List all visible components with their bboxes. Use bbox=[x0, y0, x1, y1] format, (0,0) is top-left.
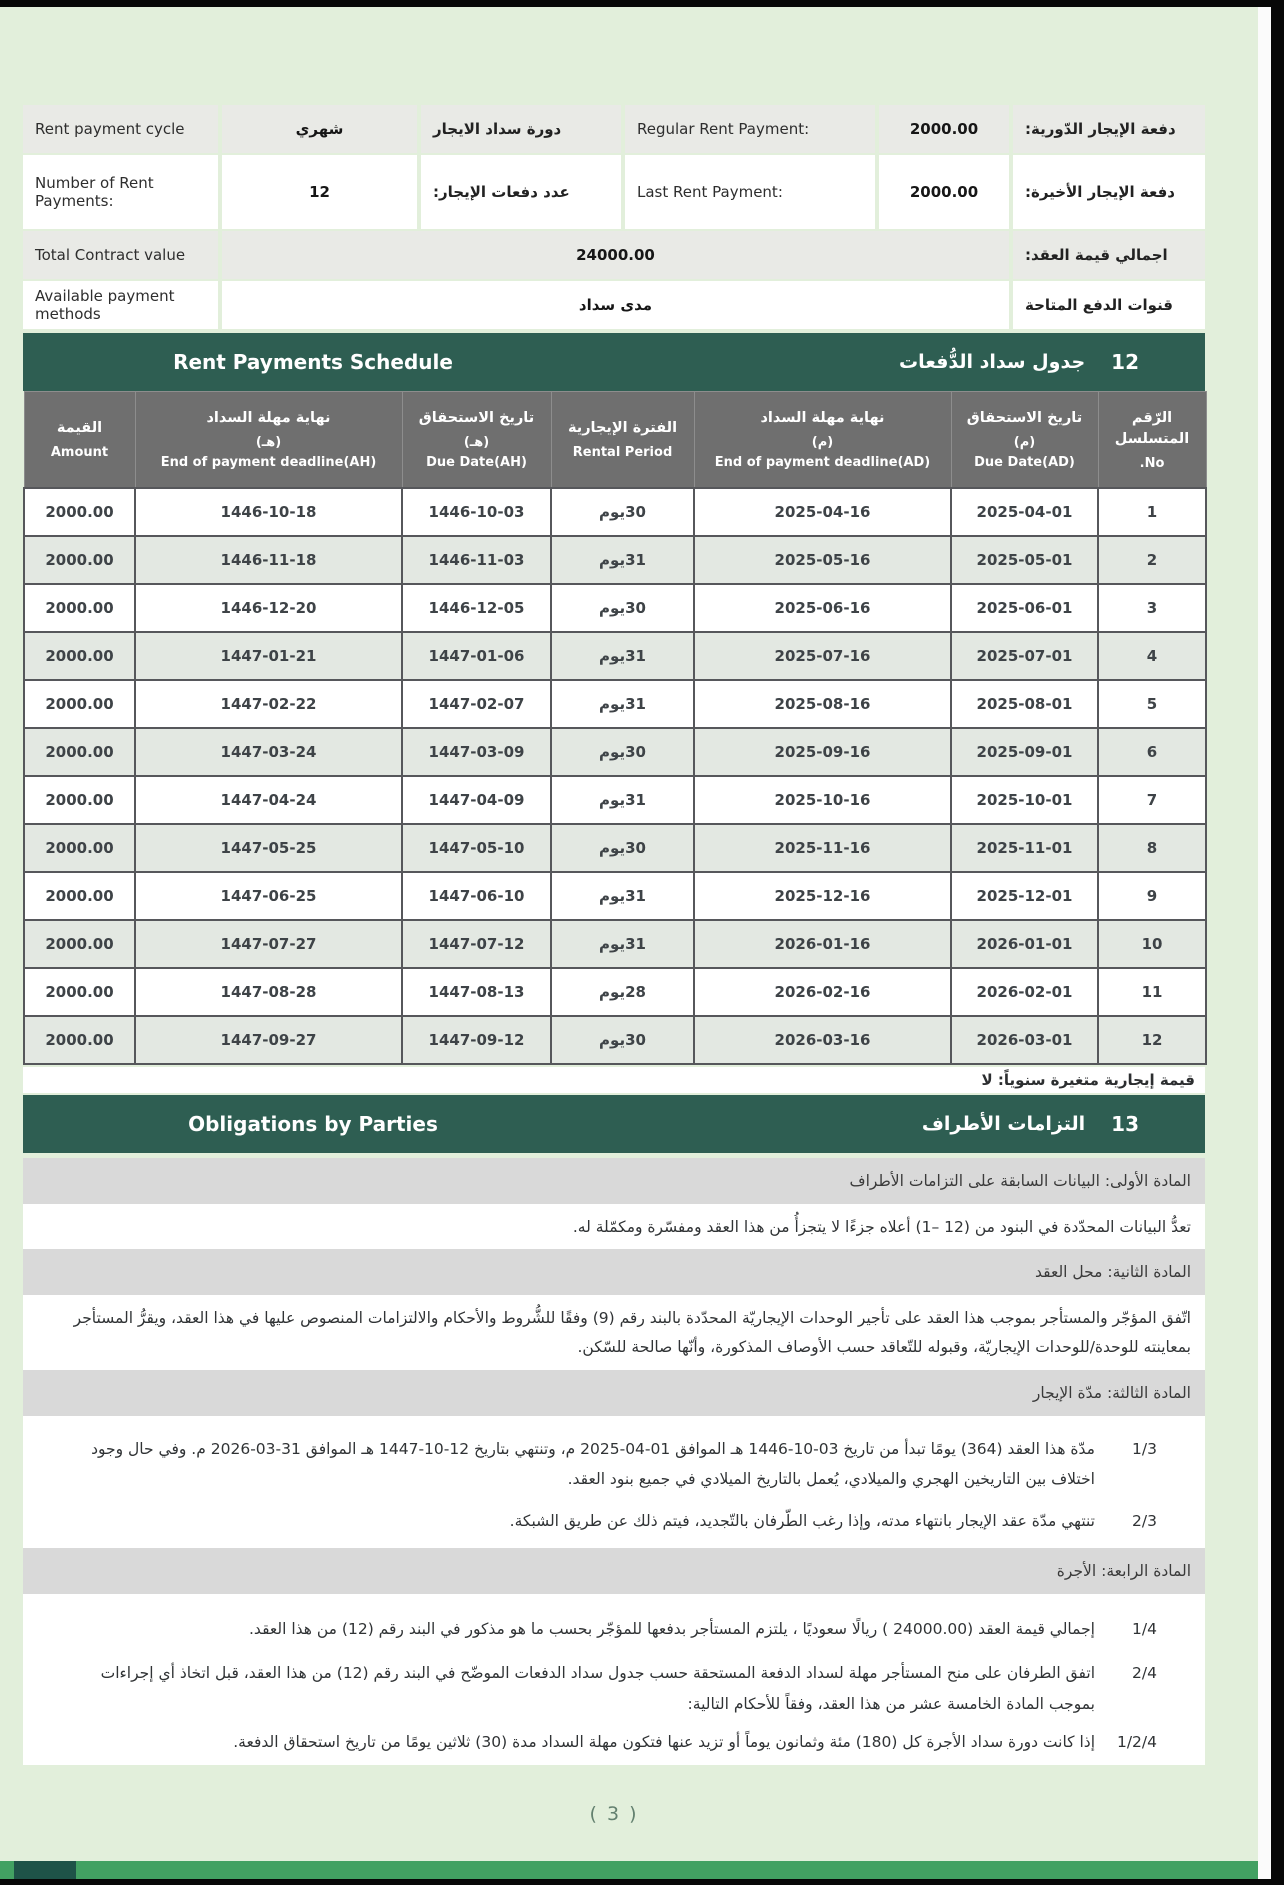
table-cell: 30يوم bbox=[551, 488, 694, 536]
info-label: Rent payment cycle bbox=[23, 105, 218, 153]
info-label: Last Rent Payment: bbox=[625, 155, 875, 229]
table-cell: 2025-08-16 bbox=[694, 680, 951, 728]
table-cell: 1447-07-12 bbox=[402, 920, 551, 968]
table-cell: 1447-08-28 bbox=[135, 968, 402, 1016]
table-cell: 1446-10-18 bbox=[135, 488, 402, 536]
table-cell: 1446-12-05 bbox=[402, 584, 551, 632]
table-cell: 2025-05-01 bbox=[951, 536, 1098, 584]
table-cell: 2025-11-16 bbox=[694, 824, 951, 872]
table-cell: 2025-09-16 bbox=[694, 728, 951, 776]
table-cell: 1447-09-27 bbox=[135, 1016, 402, 1064]
table-cell: 31يوم bbox=[551, 632, 694, 680]
article-title-band: المادة الثالثة: مدّة الإيجار bbox=[23, 1370, 1205, 1416]
table-cell: 30يوم bbox=[551, 728, 694, 776]
table-cell: 2000.00 bbox=[24, 968, 135, 1016]
table-cell: 1447-05-25 bbox=[135, 824, 402, 872]
table-cell: 1446-11-03 bbox=[402, 536, 551, 584]
table-row bbox=[24, 728, 1206, 776]
clause-number: 1/2/4 bbox=[1116, 1732, 1157, 1751]
info-value: 2000.00 bbox=[879, 155, 1009, 229]
info-label: Number of Rent Payments: bbox=[23, 155, 218, 229]
info-value: 2000.00 bbox=[879, 105, 1009, 153]
column-header: تاريخ الاستحقاق (م) Due Date(AD) bbox=[951, 392, 1098, 488]
scrollbar[interactable] bbox=[1258, 0, 1271, 1885]
table-cell: 2025-11-01 bbox=[951, 824, 1098, 872]
section-title-ar: التزامات الأطراف bbox=[921, 1112, 1086, 1135]
clause-text: إجمالي قيمة العقد (24000.00 ) ريالًا سعوديًا ، يلتزم المستأجر بدفعها للمؤجّر بحسب ما هو مذكور في البند رقم (12) من هذا العقد. bbox=[249, 1620, 1095, 1639]
table-header-row bbox=[24, 392, 1206, 488]
table-cell: 2025-06-01 bbox=[951, 584, 1098, 632]
table-cell: 2000.00 bbox=[24, 872, 135, 920]
table-cell: 28يوم bbox=[551, 968, 694, 1016]
table-cell: 2025-06-16 bbox=[694, 584, 951, 632]
info-table bbox=[23, 105, 1205, 329]
column-header: تاريخ الاستحقاق (هـ) Due Date(AH) bbox=[402, 392, 551, 488]
table-cell: 2 bbox=[1098, 536, 1206, 584]
table-cell: 4 bbox=[1098, 632, 1206, 680]
table-cell: 2000.00 bbox=[24, 584, 135, 632]
page-number: ( 3 ) bbox=[589, 1803, 639, 1826]
table-cell: 2026-02-16 bbox=[694, 968, 951, 1016]
table-row bbox=[24, 776, 1206, 824]
table-cell: 1447-08-13 bbox=[402, 968, 551, 1016]
clause-number: 1/4 bbox=[1132, 1620, 1157, 1639]
table-cell: 2025-09-01 bbox=[951, 728, 1098, 776]
table-cell: 2025-12-16 bbox=[694, 872, 951, 920]
table-cell: 2026-01-01 bbox=[951, 920, 1098, 968]
variable-rent-note: قيمة إيجارية متغيرة سنوياً: لا bbox=[23, 1067, 1205, 1093]
table-cell: 1446-12-20 bbox=[135, 584, 402, 632]
table-cell: 1447-01-21 bbox=[135, 632, 402, 680]
table-cell: 2000.00 bbox=[24, 920, 135, 968]
table-cell: 8 bbox=[1098, 824, 1206, 872]
table-cell: 2026-03-01 bbox=[951, 1016, 1098, 1064]
info-value: شهري bbox=[222, 105, 417, 153]
table-cell: 2025-05-16 bbox=[694, 536, 951, 584]
info-label: Available payment methods bbox=[23, 281, 218, 329]
article-paragraph: تعدُّ البيانات المحدّدة في البنود من ⁦(1– 12)⁩ أعلاه جزءًا لا يتجزأُ من هذا العقد ومفسّرة ومكمّلة له. bbox=[572, 1217, 1191, 1236]
table-row bbox=[24, 536, 1206, 584]
table-cell: 31يوم bbox=[551, 920, 694, 968]
table-cell: 2000.00 bbox=[24, 728, 135, 776]
info-label: اجمالي قيمة العقد: bbox=[1013, 231, 1205, 279]
table-cell: 11 bbox=[1098, 968, 1206, 1016]
article-paragraph: اتّفق المؤجّر والمستأجر بموجب هذا العقد على تأجير الوحدات الإيجاريّة المحدّدة بالبند رقم (9) وفقًا للشُّروط والأحكام والالتزامات المنصوص عليها في هذا العقد، ويقرُّ المستأجر بمعاينته للوحدة/للوحدات الإيجاريّة، وقبوله للتّعاقد حسب الأوصاف المذكورة، وأنّها صالحة للسّكن. bbox=[73, 1309, 1191, 1356]
table-cell: 1 bbox=[1098, 488, 1206, 536]
table-row bbox=[24, 680, 1206, 728]
info-label: عدد دفعات الإيجار: bbox=[421, 155, 621, 229]
table-cell: 2025-08-01 bbox=[951, 680, 1098, 728]
table-cell: 2000.00 bbox=[24, 1016, 135, 1064]
table-cell: 10 bbox=[1098, 920, 1206, 968]
table-cell: 2026-01-16 bbox=[694, 920, 951, 968]
section-header-rent-schedule bbox=[23, 333, 1205, 391]
info-label: دفعة الإيجار الأخيرة: bbox=[1013, 155, 1205, 229]
info-value: 12 bbox=[222, 155, 417, 229]
window-top-edge bbox=[0, 0, 1284, 7]
clause-number: 1/3 bbox=[1132, 1439, 1157, 1458]
clause-text: اتفق الطرفان على منح المستأجر مهلة لسداد الدفعة المستحقة حسب جدول سداد الدفعات الموضّح في البند رقم (12) من هذا العقد، قبل اتخاذ أي إجراءات بموجب المادة الخامسة عشر من هذا العقد، وفقاً للأحكام التالية: bbox=[100, 1664, 1095, 1713]
column-header: القيمة Amount bbox=[24, 392, 135, 488]
clause-number: 2/4 bbox=[1132, 1664, 1157, 1683]
rent-payments-table bbox=[23, 391, 1207, 1065]
column-header: الفترة الإيجارية Rental Period bbox=[551, 392, 694, 488]
table-cell: 1447-04-24 bbox=[135, 776, 402, 824]
table-cell: 2000.00 bbox=[24, 536, 135, 584]
article-clause bbox=[23, 1727, 1205, 1757]
article-title-band: المادة الأولى: البيانات السابقة على التزامات الأطراف bbox=[23, 1158, 1205, 1204]
info-label: دورة سداد الايجار bbox=[421, 105, 621, 153]
table-row bbox=[24, 872, 1206, 920]
table-row bbox=[24, 920, 1206, 968]
section-title-en: Rent Payments Schedule bbox=[173, 350, 453, 374]
article-clause bbox=[23, 1434, 1205, 1494]
table-cell: 2000.00 bbox=[24, 632, 135, 680]
table-cell: 2026-02-01 bbox=[951, 968, 1098, 1016]
table-cell: 30يوم bbox=[551, 584, 694, 632]
table-cell: 2000.00 bbox=[24, 680, 135, 728]
section-title-en: Obligations by Parties bbox=[188, 1111, 438, 1136]
column-header: نهاية مهلة السداد (م) End of payment deadline(AD) bbox=[694, 392, 951, 488]
table-cell: 31يوم bbox=[551, 872, 694, 920]
table-cell: 2000.00 bbox=[24, 488, 135, 536]
table-cell: 7 bbox=[1098, 776, 1206, 824]
table-row bbox=[24, 632, 1206, 680]
table-cell: 1447-05-10 bbox=[402, 824, 551, 872]
table-cell: 1447-06-25 bbox=[135, 872, 402, 920]
info-label: دفعة الإيجار الدّورية: bbox=[1013, 105, 1205, 153]
table-cell: 31يوم bbox=[551, 680, 694, 728]
article-clause bbox=[23, 1614, 1205, 1644]
table-cell: 1447-06-10 bbox=[402, 872, 551, 920]
table-row bbox=[24, 824, 1206, 872]
page-content bbox=[23, 0, 1205, 1825]
info-label: قنوات الدفع المتاحة bbox=[1013, 281, 1205, 329]
table-cell: 2025-07-01 bbox=[951, 632, 1098, 680]
table-cell: 2000.00 bbox=[24, 824, 135, 872]
table-row bbox=[24, 584, 1206, 632]
table-cell: 1447-07-27 bbox=[135, 920, 402, 968]
obligations-articles bbox=[23, 1158, 1205, 1766]
table-cell: 1446-10-03 bbox=[402, 488, 551, 536]
table-cell: 2025-12-01 bbox=[951, 872, 1098, 920]
table-cell: 3 bbox=[1098, 584, 1206, 632]
section-number: 13 bbox=[1111, 1111, 1139, 1136]
clause-number: 2/3 bbox=[1132, 1511, 1157, 1530]
table-cell: 1447-01-06 bbox=[402, 632, 551, 680]
table-cell: 6 bbox=[1098, 728, 1206, 776]
article-title-band: المادة الثانية: محل العقد bbox=[23, 1249, 1205, 1295]
table-cell: 30يوم bbox=[551, 824, 694, 872]
table-cell: 12 bbox=[1098, 1016, 1206, 1064]
info-label: Regular Rent Payment: bbox=[625, 105, 875, 153]
table-cell: 31يوم bbox=[551, 536, 694, 584]
table-cell: 2025-04-01 bbox=[951, 488, 1098, 536]
table-cell: 2025-07-16 bbox=[694, 632, 951, 680]
table-cell: 2025-04-16 bbox=[694, 488, 951, 536]
window-right-edge bbox=[1271, 0, 1284, 1885]
table-cell: 5 bbox=[1098, 680, 1206, 728]
table-cell: 1447-09-12 bbox=[402, 1016, 551, 1064]
column-header: نهاية مهلة السداد (هـ) End of payment deadline(AH) bbox=[135, 392, 402, 488]
info-value: مدى سداد bbox=[222, 281, 1009, 329]
table-cell: 1447-04-09 bbox=[402, 776, 551, 824]
clause-text: تنتهي مدّة عقد الإيجار بانتهاء مدته، وإذا رغب الطّرفان بالتّجديد، فيتم ذلك عن طريق الشبكة. bbox=[509, 1511, 1095, 1530]
footer-teal-block bbox=[14, 1861, 76, 1880]
table-cell: 2025-10-01 bbox=[951, 776, 1098, 824]
clause-text: إذا كانت دورة سداد الأجرة كل (180) مئة وثمانون يوماً أو تزيد عنها فتكون مهلة السداد مدة (30) ثلاثين يومًا من تاريخ استحقاق الدفعة. bbox=[233, 1732, 1095, 1751]
section-title-ar: جدول سداد الدُّفعات bbox=[899, 351, 1086, 373]
section-number: 12 bbox=[1111, 350, 1139, 374]
table-cell: 2025-10-16 bbox=[694, 776, 951, 824]
article-clause bbox=[23, 1506, 1205, 1536]
article-clause bbox=[23, 1658, 1205, 1718]
table-cell: 30يوم bbox=[551, 1016, 694, 1064]
table-cell: 1447-02-07 bbox=[402, 680, 551, 728]
table-cell: 1446-11-18 bbox=[135, 536, 402, 584]
table-cell: 9 bbox=[1098, 872, 1206, 920]
table-cell: 31يوم bbox=[551, 776, 694, 824]
table-cell: 2026-03-16 bbox=[694, 1016, 951, 1064]
column-header: الرّقم المتسلسل .No bbox=[1098, 392, 1206, 488]
window-bottom-edge bbox=[0, 1879, 1284, 1885]
clause-text: مدّة هذا العقد (364) يومًا تبدأ من تاريخ 03-10-1446 هـ الموافق 01-04-2025 م، وتنتهي بتاريخ 12-10-1447 هـ الموافق 31-03-2026 م. وفي حال وجود اختلاف بين التاريخين الهجري والميلادي، يُعمل بالتاريخ الميلادي في جميع بنود العقد. bbox=[91, 1439, 1095, 1488]
table-cell: 1447-03-09 bbox=[402, 728, 551, 776]
table-cell: 1447-03-24 bbox=[135, 728, 402, 776]
table-row bbox=[24, 968, 1206, 1016]
table-row bbox=[24, 488, 1206, 536]
article-title-band: المادة الرابعة: الأجرة bbox=[23, 1548, 1205, 1594]
info-value: 24000.00 bbox=[222, 231, 1009, 279]
table-cell: 2000.00 bbox=[24, 776, 135, 824]
table-row bbox=[24, 1016, 1206, 1064]
table-cell: 1447-02-22 bbox=[135, 680, 402, 728]
section-header-obligations bbox=[23, 1095, 1205, 1153]
info-label: Total Contract value bbox=[23, 231, 218, 279]
footer-green-bar bbox=[0, 1861, 1271, 1880]
